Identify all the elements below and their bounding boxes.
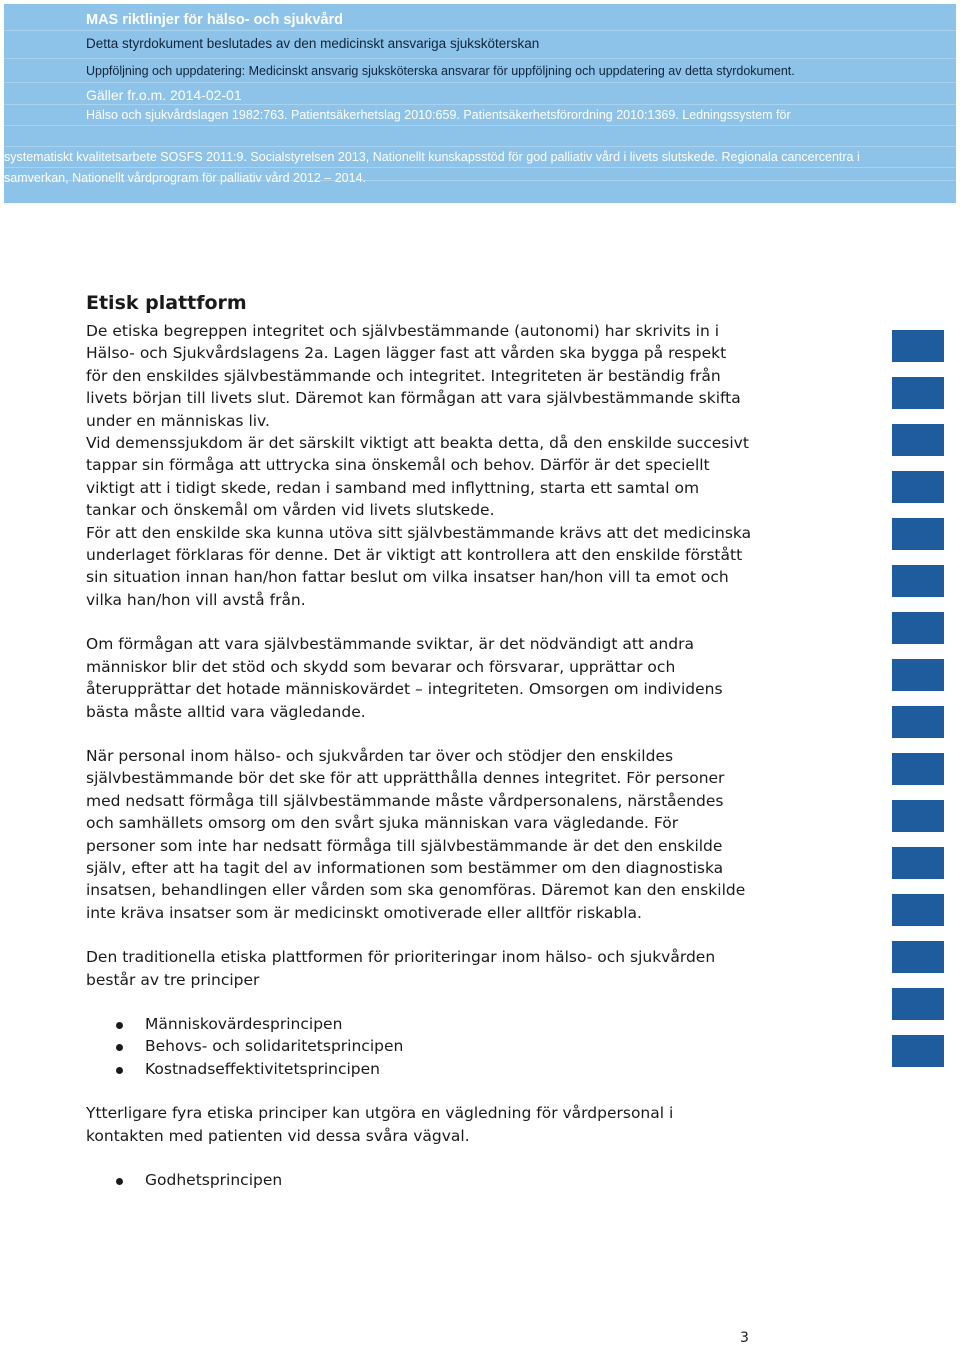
followup-note: Uppföljning och uppdatering: Medicinskt ansvarig sjuksköterska ansvarar för uppföljning och uppdatering av detta styrdokument. bbox=[86, 64, 795, 78]
legal-references-line-1: Hälso och sjukvårdslagen 1982:763. Patientsäkerhetslag 2010:659. Patientsäkerhetsförordning 2010:1369. Ledningssystem för bbox=[86, 108, 791, 122]
principles-list bbox=[86, 1013, 786, 1080]
list-item: Godhetsprincipen bbox=[86, 1169, 786, 1191]
paragraph-integrity: De etiska begreppen integritet och självbestämmande (autonomi) har skrivits in i Hälso- och Sjukvårdslagens 2a. Lagen lägger fast att vården ska bygga på respekt för den enskildes självbestämmande och integritet. Integriteten är beständig från livets början till livets slut. Däremot kan förmågan att vara självbestämmande skifta under en människas liv. Vid demenssjukdom är det särskilt viktigt att beakta detta, då den enskilde succesivt tappar sin förmåga att uttrycka sina önskemål och behov. Därför är det speciellt viktigt att i tidigt skede, redan i samband med inflyttning, starta ett samtal om tankar och önskemål om vården vid livets slutskede. För att den enskilde ska kunna utöva sitt självbestämmande krävs att det medicinska underlaget förklaras för denne. Det är viktigt att kontrollera att den enskilde förstått sin situation innan han/hon fattar beslut om vilka insatser han/hon vill ta emot och vilka han/hon vill avstå från. bbox=[86, 322, 752, 609]
paragraph-self-determination: Om förmågan att vara självbestämmande sviktar, är det nödvändigt att andra människor blir det stöd och skydd som bevarar och försvarar, upprättar och återupprättar det hotade människovärdet – integriteten. Omsorgen om individens bästa måste alltid vara vägledande. bbox=[86, 635, 723, 721]
paragraph-traditional-platform: Den traditionella etiska plattformen för prioriteringar inom hälso- och sjukvården består av tre principer bbox=[86, 948, 716, 989]
decision-note: Detta styrdokument beslutades av den medicinskt ansvariga sjuksköterskan bbox=[86, 36, 540, 51]
legal-references-line-3: samverkan, Nationellt vårdprogram för palliativ vård 2012 – 2014. bbox=[4, 171, 366, 185]
document-title: MAS riktlinjer för hälso- och sjukvård bbox=[86, 12, 344, 28]
list-item: Behovs- och solidaritetsprincipen bbox=[86, 1035, 786, 1057]
extra-principles-list bbox=[86, 1169, 786, 1191]
paragraph-additional-principles: Ytterligare fyra etiska principer kan utgöra en vägledning för vårdpersonal i kontakten med patienten vid dessa svåra vägval. bbox=[86, 1104, 674, 1145]
legal-references-line-2: systematiskt kvalitetsarbete SOSFS 2011:9. Socialstyrelsen 2013, Nationellt kunskapsstöd för god palliativ vård i livets slutskede. Regionala cancercentra i bbox=[4, 150, 860, 164]
document-header-banner bbox=[4, 4, 956, 203]
page-number: 3 bbox=[740, 1330, 749, 1346]
section-heading: Etisk plattform bbox=[86, 292, 247, 314]
main-content bbox=[86, 292, 786, 1191]
list-item: Kostnadseffektivitetsprincipen bbox=[86, 1058, 786, 1080]
paragraph-staff-support: När personal inom hälso- och sjukvården tar över och stödjer den enskildes självbestämmande bör det ske för att upprätthålla dennes integritet. För personer med nedsatt förmåga till självbestämmande måste vårdpersonalens, närståendes och samhällets omsorg om den svårt sjuka människan vara vägledande. För personer som inte har nedsatt förmåga till självbestämmande är det den enskilde själv, efter att ha tagit del av informationen som bestämmer om den diagnostiska insatsen, behandlingen eller vården som ska genomföras. Däremot kan den enskilde inte kräva insatser som är medicinskt omotiverade eller alltför riskabla. bbox=[86, 746, 746, 922]
list-item: Människovärdesprincipen bbox=[86, 1013, 786, 1035]
valid-from-date: Gäller fr.o.m. 2014-02-01 bbox=[86, 87, 242, 103]
